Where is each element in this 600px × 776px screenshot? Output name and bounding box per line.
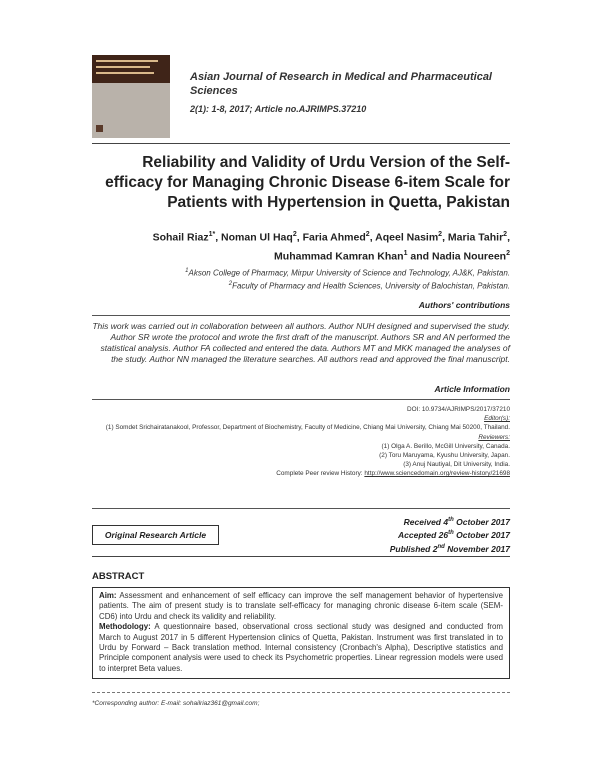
cover-title-line bbox=[96, 60, 158, 62]
section-divider bbox=[92, 399, 510, 400]
author-name: Nadia Noureen bbox=[431, 250, 507, 262]
received-date bbox=[320, 515, 510, 528]
method-label: Methodology: bbox=[99, 622, 151, 632]
cover-header-band bbox=[92, 55, 170, 83]
aim-label: Aim: bbox=[99, 591, 117, 600]
published-sup: nd bbox=[437, 543, 445, 550]
reviewer-entry: (2) Toru Maruyama, Kyushu University, Japan. bbox=[379, 452, 510, 460]
abstract-aim bbox=[99, 591, 503, 622]
published-rest: November 2017 bbox=[444, 543, 510, 554]
affiliation-line bbox=[92, 266, 510, 279]
accepted-label: Accepted 26 bbox=[398, 530, 449, 541]
corresponding-author-footnote: *Corresponding author: E-mail: sohailriaz361@gmail.com; bbox=[92, 700, 260, 707]
review-history-link[interactable]: http://www.sciencedomain.org/review-history/21698 bbox=[364, 470, 510, 478]
article-title: Reliability and Validity of Urdu Version of the Self-efficacy for Managing Chronic Disease 6-item Scale for Patients with Hypertension in Quetta, Pakistan bbox=[105, 154, 510, 211]
reviewers-label: Reviewers: bbox=[478, 433, 510, 441]
section-divider bbox=[92, 508, 510, 509]
abstract-divider bbox=[92, 556, 510, 557]
section-divider bbox=[92, 315, 510, 316]
author-sup: 1* bbox=[208, 231, 216, 238]
affiliation-sup: 2 bbox=[228, 280, 233, 287]
header-divider bbox=[92, 143, 510, 144]
affiliation-text: Akson College of Pharmacy, Mirpur University of Science and Technology, AJ&K, Pakistan. bbox=[188, 268, 510, 278]
review-history bbox=[92, 469, 510, 478]
review-history-label: Complete Peer review History: bbox=[276, 470, 363, 478]
received-label: Received 4 bbox=[403, 516, 449, 527]
editor-entry: (1) Somdet Srichairatanakool, Professor, Department of Biochemistry, Faculty of Medicine, Chiang Mai University, Chiang Mai 50200, Thailand. bbox=[105, 424, 510, 432]
received-rest: October 2017 bbox=[453, 516, 510, 527]
accepted-date bbox=[320, 528, 510, 541]
article-info bbox=[92, 405, 510, 479]
author-sup: 2 bbox=[506, 249, 510, 257]
received-sup: th bbox=[448, 517, 454, 523]
volume-info: 2(1): 1-8, 2017; Article no.AJRIMPS.37210 bbox=[190, 104, 367, 114]
author-sup: 2 bbox=[503, 231, 508, 238]
reviewer-entry: (1) Olga A. Berillo, McGill University, Canada. bbox=[381, 442, 510, 450]
cover-body bbox=[92, 83, 170, 138]
abstract-methodology bbox=[99, 622, 503, 674]
affiliation-text: Faculty of Pharmacy and Health Sciences, University of Balochistan, Pakistan. bbox=[232, 281, 510, 291]
doi: DOI: 10.9734/AJRIMPS/2017/37210 bbox=[406, 406, 510, 413]
publication-dates bbox=[320, 515, 510, 555]
abstract-heading: ABSTRACT bbox=[92, 571, 145, 582]
published-label: Published 2 bbox=[389, 543, 438, 554]
author-sup: 2 bbox=[438, 231, 443, 238]
method-text: A questionnaire based, observational cross sectional study was designed and conducted from March to August 2017 in 5 different Hypertension clinics of Quetta, Pakistan. Instrument was first translated in to Urdu by Forward – Back translation method. Internal consistency (Cronbach's Alpha), Descriptive statistics and Principle component analysis were used to check its Psychometric properties. Linear regression models were used to interpret Beta values. bbox=[99, 622, 503, 673]
article-info-heading: Article Information bbox=[434, 384, 510, 394]
published-date bbox=[320, 542, 510, 555]
journal-cover-image bbox=[92, 55, 170, 138]
article-type-box: Original Research Article bbox=[92, 525, 219, 545]
author-name: Maria Tahir bbox=[447, 231, 504, 244]
author-sup: 2 bbox=[292, 231, 297, 238]
affiliation-sup: 1 bbox=[185, 268, 189, 274]
author-name: Noman Ul Haq bbox=[221, 231, 293, 244]
footnote-divider bbox=[92, 692, 510, 693]
journal-name: Asian Journal of Research in Medical and Pharmaceutical Sciences bbox=[190, 71, 492, 97]
accepted-sup: th bbox=[448, 530, 454, 537]
affiliations bbox=[92, 266, 510, 291]
abstract-box bbox=[92, 587, 510, 679]
author-name: Sohail Riaz bbox=[152, 231, 209, 244]
contributions-text: This work was carried out in collaboration between all authors. Author NUH designed and supervised the study. Author SR wrote the protocol and wrote the first draft of the manuscript. Authors SR and AN performed the statistical analysis. Author FA collected and entered the data. Authors MT and MKK managed the analyses of the study. Author NN managed the literature searches. All authors read and approved the final manuscript. bbox=[92, 321, 510, 364]
author-sup: 1 bbox=[403, 249, 408, 257]
affiliation-line bbox=[92, 279, 510, 292]
author-name: Muhammad Kamran Khan bbox=[274, 250, 404, 262]
cover-title-line bbox=[96, 72, 154, 74]
cover-title-line bbox=[96, 66, 150, 68]
contributions-heading: Authors' contributions bbox=[418, 300, 510, 310]
author-name: Aqeel Nasim bbox=[375, 231, 439, 244]
author-name: Faria Ahmed bbox=[302, 231, 366, 244]
aim-text: Assessment and enhancement of self efficacy can improve the self management behavior of hypertensive patients. The aim of present study is to translate self-efficacy for managing chronic disease 6-item scale (SEM-CD6) into Urdu and check its validity and reliability. bbox=[99, 591, 503, 621]
editor-label: Editor(s): bbox=[484, 415, 510, 423]
accepted-rest: October 2017 bbox=[453, 530, 510, 541]
author-sup: 2 bbox=[365, 231, 370, 238]
author-list: Sohail Riaz$^{1*}$, Noman Ul Haq$^2$, Faria Ahmed$^2$, Aqeel Nasim$^2$, Maria Tahir$^2$, Muhammad Kamran Khan$^1$ and Nadia Noureen$^2$ bbox=[152, 231, 510, 262]
reviewer-entry: (3) Anuj Nautiyal, Dit University, India. bbox=[403, 461, 510, 469]
publisher-logo-icon bbox=[96, 125, 103, 132]
